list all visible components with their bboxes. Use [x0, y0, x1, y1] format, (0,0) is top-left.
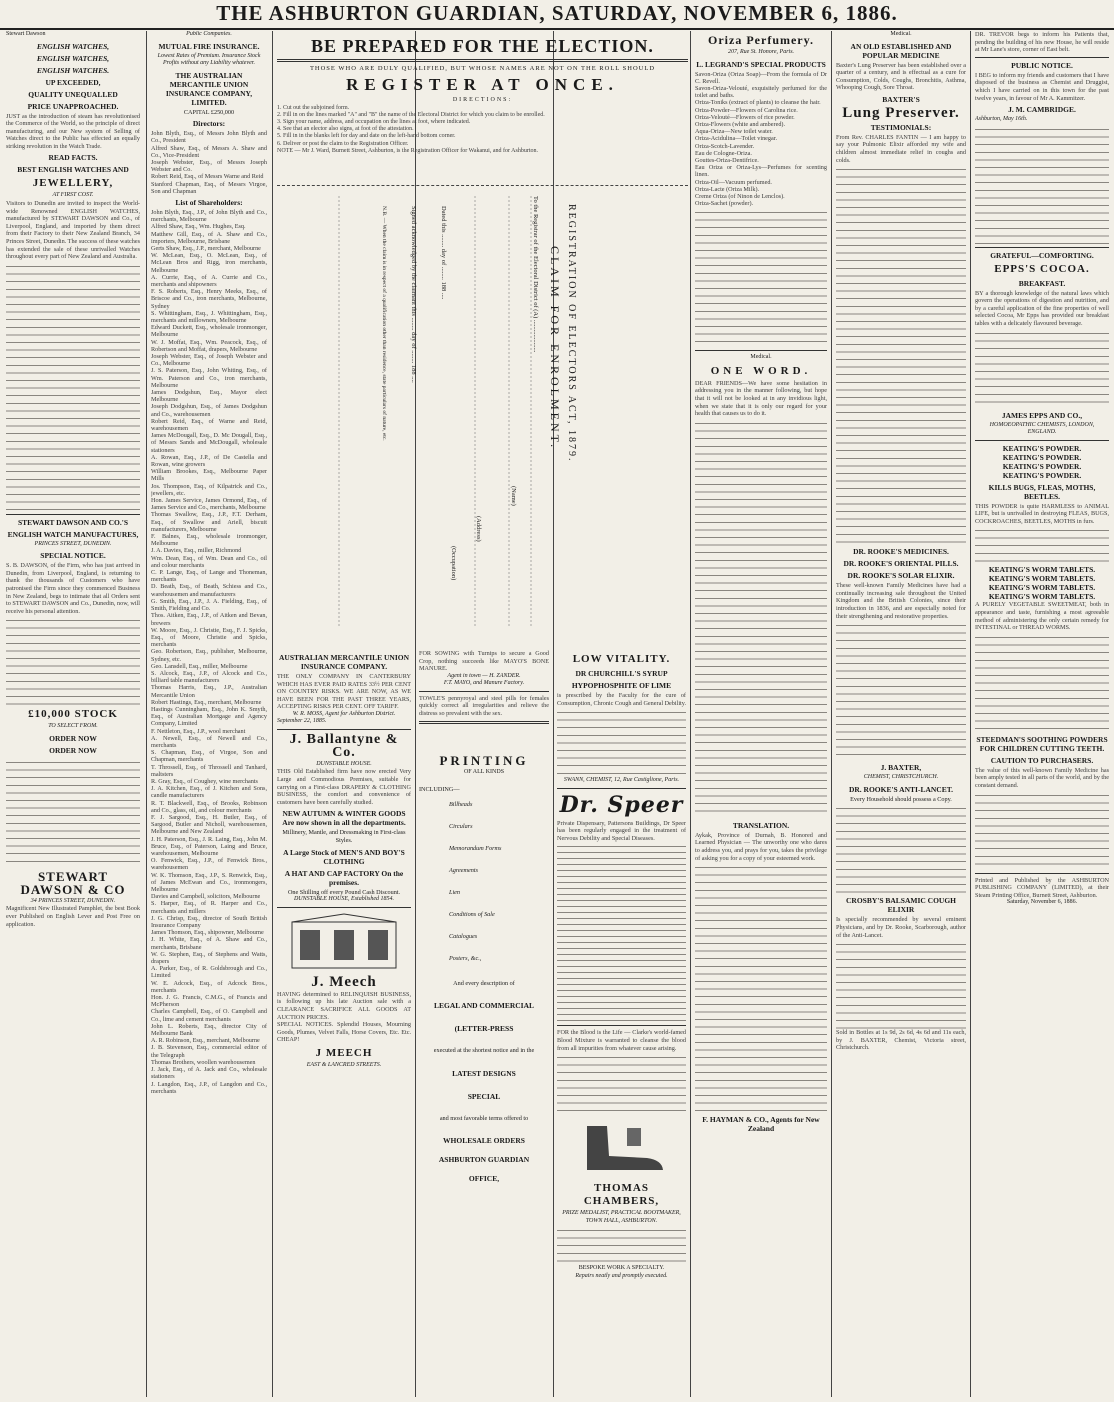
list-item: F. Balnes, Esq., wholesale ironmonger, Melbourne [151, 533, 267, 548]
tablets-3: KEATING'S WORM TABLETS. [988, 583, 1096, 593]
every-description: And every description of [453, 979, 515, 987]
list-item: Edward Duckett, Esq., wholesale ironmonger, Melbourne [151, 324, 267, 339]
tablets-1: KEATING'S WORM TABLETS. [988, 565, 1096, 575]
oriza-footer: F. HAYMAN & CO., Agents for New Zealand [702, 1115, 820, 1134]
form-lines [277, 186, 688, 644]
list-item: D. Beath, Esq., of Beath, Schiess and Co., warehousemen and manufacturers [151, 583, 267, 598]
towle-text: TOWLE'S pennyroyal and steel pills for females quickly correct all irregularities and relieve the distress so prevalent with the sex. [419, 694, 549, 717]
column-printing [419, 650, 549, 1395]
list-item: Wm. Dean, Esq., of Wm. Dean and Co., oil and colour merchants [151, 554, 267, 569]
keating-4: KEATING'S POWDER. [1002, 470, 1082, 480]
swann-name: SWANN, CHEMIST, 12, Rue Castiglione, Paris. [563, 777, 680, 784]
form-dated: Dated this ........ day of ........ 188 .... [440, 206, 447, 300]
meech-items: SPECIAL NOTICES. Splendid Houses, Mourning Goods, Plumes, Velvet Falls, Horse Covers, Etc. Etc. CHEAP! [277, 1021, 411, 1044]
list-item: Hon. James Service, James Ormond, Esq., of James Service and Co., merchants, Melbourne [151, 497, 267, 512]
kills-continued [975, 525, 1109, 565]
agent-name: W. R. MOSS, Agent for Ashburton District. [292, 710, 396, 717]
keating-3: KEATING'S POWDER. [1002, 461, 1082, 471]
shareholders-list [151, 209, 267, 1095]
testimonial-continued [836, 164, 966, 544]
latest-designs: LATEST DESIGNS [452, 1068, 516, 1078]
list-item: Oriza-Acidulina—Toilet vinegar. [695, 135, 778, 143]
rooke-pills: DR. ROOKE'S ORIENTAL PILLS. [843, 559, 959, 569]
medical-title: Medical. [890, 31, 912, 37]
one-word-heading: ONE WORD. [710, 364, 812, 377]
list-item: J. A. Davies, Esq., miller, Richmond [151, 547, 242, 555]
list-item: Oriza-Oil—Vacuum perfumed. [695, 178, 772, 186]
rooke-medicines: DR. ROOKE'S MEDICINES. [853, 547, 949, 557]
chambers-body [557, 1225, 686, 1265]
discount-line: One Shilling off every Pound Cash Discount. [287, 888, 401, 896]
directions-list [277, 105, 688, 155]
form-to-registrar: To the Registrar of the Electoral District of (A) .................... [532, 196, 539, 353]
list-item: 3. Sign your name, address, and occupation on the lines at foot, where indicated. [277, 118, 471, 125]
au-company: THE AUSTRALIAN MERCANTILE UNION INSURANCE COMPANY, LIMITED. [165, 70, 253, 107]
list-item: W. Moore, Esq., J. Christie, Esq., F. J. Spicks, Esq., of Moore, Christie and Spicks, merchants [151, 626, 267, 649]
baxter-heading: AN OLD ESTABLISHED AND POPULAR MEDICINE [850, 41, 952, 60]
list-item: S. Alcock, Esq., J.P., of Alcock and Co., billiard table manufacturers [151, 669, 267, 685]
keating-1: KEATING'S POWDER. [1002, 443, 1082, 453]
list-item: Joseph Webster, Esq., of Joseph Webster and Co., Melbourne [151, 352, 267, 368]
oriza-sub: L. LEGRAND'S SPECIAL PRODUCTS [696, 59, 826, 69]
epps-footer-sub: HOMOEOPATHIC CHEMISTS, LONDON, ENGLAND. [989, 421, 1095, 436]
list-item: A. R. Robinson, Esq., merchant, Melbourne [151, 1037, 260, 1045]
list-item: R. T. Blackwell, Esq., of Brooks, Robinson and Co., glass, oil, and colour merchants [151, 799, 267, 814]
vitality-heading: LOW VITALITY. [572, 653, 671, 665]
list-item: Robert Reid, Esq., of Warne and Reid, warehousemen [151, 417, 267, 433]
order-body [6, 757, 140, 867]
column-rule [831, 31, 832, 1397]
anti-lancet-body: Every Household should possess a Copy. [850, 795, 952, 803]
list-item: W. J. Moffat, Esq., Wm. Peacock, Esq., of Robertson and Moffat, drapers, Melbourne [151, 338, 267, 353]
list-item: Memorandum Forms [449, 844, 502, 852]
list-item: 1. Cut out the subjoined form. [277, 104, 350, 111]
form-name: (Name) [510, 486, 517, 506]
list-item: Oriza-Velouté—Flowers of rice powder. [695, 113, 795, 121]
list-item: Thomas Swallow, Esq., J.P., F.T. Derham, Esq., of Swallow and Ariell, biscuit manufacturers, Melbourne [151, 511, 267, 533]
list-item: T. Throssell, Esq., of Throssell and Tanhard, maltsters [151, 763, 267, 778]
steedman-title: STEEDMAN'S SOOTHING POWDERS FOR CHILDREN CUTTING TEETH. [976, 734, 1108, 753]
best-watches: BEST ENGLISH WATCHES AND [17, 165, 129, 175]
crosby-body: Is specially recommended by several eminent Physicians, and by Dr. Rooke, Scarborough, author of the Anti-Lancet. [836, 916, 966, 939]
public-notice: PUBLIC NOTICE. [1011, 60, 1073, 70]
list-item: Agreements [449, 866, 478, 874]
sowing-agent: Agent in town — H. ZANDER. [447, 672, 521, 679]
office-label: OFFICE, [468, 1174, 500, 1184]
heading-2: ENGLISH WATCHES, [36, 53, 110, 63]
oriza-items [695, 71, 827, 208]
list-item: Aqua-Oriza—New toilet water. [695, 128, 773, 136]
list-item: Jos. Thompson, Esq., of Kilpatrick and Co., jewellers, etc. [151, 482, 267, 497]
repairs-line: Repairs neatly and promptly executed. [575, 1272, 668, 1279]
list-item: Geo. Robertson, Esq., publisher, Melbourne, Sydney, etc. [151, 648, 267, 663]
public-notice-body: I BEG to inform my friends and customers that I have disposed of the business as Chemist and Druggist, which I have carried on in this town for the past twelve years, in favour of Mr A. Kammitzer. [975, 71, 1109, 102]
form-address: (Address) [475, 516, 482, 542]
oriza-title: Oriza Perfumery. [708, 33, 814, 47]
body-text-continued [6, 261, 140, 511]
list-item: C. P. Lange, Esq., of Lange and Thoneman, merchants [151, 569, 267, 584]
epps-footer: JAMES EPPS AND CO., [1001, 410, 1083, 420]
rooke-continued [836, 620, 966, 760]
stock-sub: TO SELECT FROM. [48, 723, 98, 730]
list-item: Robert Reid, Esq., of Messrs Warne and Reid [151, 173, 264, 181]
directions-label: DIRECTIONS: [452, 97, 513, 103]
list-item: Creme Oriza (of Ninon de Lenclos). [695, 192, 785, 200]
list-item: Hon. J. G. Francis, C.M.G., of Francis and McPherson [151, 994, 267, 1009]
special-notice: SPECIAL NOTICE. [40, 551, 106, 561]
list-item: Oriza-Toniks (extract of plants) to cleanse the hair. [695, 99, 821, 107]
boot-engraving [567, 1116, 677, 1178]
agent-date: September 22, 1885. [277, 718, 327, 725]
terms-line: and most favorable terms offered to [439, 1114, 529, 1122]
list-item: W. E. Adcock, Esq., of Adcock Bros., merchants [151, 979, 267, 994]
lung-title: Lung Preserver. [842, 104, 960, 121]
claim-form [277, 185, 688, 644]
list-item: J. Jack, Esq., of A. Jack and Co., wholesale stationers [151, 1066, 267, 1081]
epps-continued [975, 328, 1109, 408]
chambers-name: THOMAS CHAMBERS, [583, 1182, 660, 1208]
blood-text: FOR the Blood is the Life — Clarke's world-famed Blood Mixture is warranted to cleanse the blood from all impurities from whatever cause arising. [557, 1029, 686, 1052]
ballantyne-sub: DUNSTABLE HOUSE. [316, 760, 372, 767]
imprint: Printed and Published by the ASHBURTON PUBLISHING COMPANY (LIMITED), at their Steam Printing Office, Burnett Street, Ashburton. [975, 876, 1109, 899]
caution-body: The value of this well-known Family Medicine has been amply tested in all parts of the world, and by the constant demand. [975, 766, 1109, 789]
company-name: MUTUAL FIRE INSURANCE. [158, 41, 260, 51]
list-item: 6. Deliver or post the claim to the Registration Officer. [277, 140, 409, 147]
list-item: S. Whittingham, Esq., J. Whittingham, Esq., merchants and millowners, Melbourne [151, 309, 267, 324]
medical-label: Medical. [750, 354, 772, 361]
translation-heading: TRANSLATION. [732, 820, 790, 830]
meech-body: HAVING determined to RELINQUISH BUSINESS, is following up his late Auction sale with a CLEARANCE SACRIFICE ALL GOODS AT AUCTION PRICES. [277, 990, 411, 1021]
list-item: Circulars [449, 822, 473, 830]
tagline-2: QUALITY UNEQUALLED [28, 89, 118, 99]
list-item: W. McLean, Esq., O. McLean, Esq., of McLean Bros and Rigg, iron merchants, Melbourne [151, 252, 267, 274]
season-goods: NEW AUTUMN & WINTER GOODS Are now shown in all the departments. [282, 809, 406, 828]
list-item: John Blyth, Esq., of Messrs John Blyth and Co., President [151, 130, 267, 145]
election-intro: THOSE WHO ARE DULY QUALIFIED, BUT WHOSE NAMES ARE NOT ON THE ROLL SHOULD [309, 65, 656, 72]
column-notices [975, 31, 1109, 1397]
list-item: Savon-Oriza (Oriza Soap)—From the formula of Dr C. Revell. [695, 70, 827, 85]
one-word-body: DEAR FRIENDS—We have some hesitation in addressing you in the manner following, but hope that it will not be looked at in any invidious light, when we state that it is only our regard for your health that causes us to do it. [695, 379, 827, 418]
company-name: AUSTRALIAN MERCANTILE UNION INSURANCE COMPANY. [278, 653, 410, 671]
column-public-companies [151, 31, 267, 1397]
capital [151, 109, 267, 117]
tablets-continued [975, 632, 1109, 732]
legal-commercial: LEGAL AND COMMERCIAL [433, 1001, 534, 1011]
list-item: G. Smith, Esq., J.P., J. A. Fielding, Esq., of Smith, Fielding and Co. [151, 597, 267, 613]
column-rule [272, 31, 273, 1397]
epps-title: EPPS'S COCOA. [994, 262, 1090, 275]
caution-continued [975, 790, 1109, 870]
first-cost: AT FIRST COST. [52, 192, 94, 199]
election-title: BE PREPARED FOR THE ELECTION. [311, 36, 654, 56]
list-item: W. K. Thomson, Esq., J.P., S. Renwick, Esq., of James McEwan and Co., ironmongers, Melbourne [151, 871, 267, 894]
column-rule [146, 31, 147, 1397]
jewellery-heading: JEWELLERY, [32, 177, 114, 190]
speer-signature: Dr. Speer [559, 791, 684, 818]
register-heading: REGISTER AT ONCE. [346, 75, 619, 94]
list-item: J. B. Stevenson, Esq., commercial editor of the Telegraph [151, 1044, 267, 1059]
kills-bugs: KILLS BUGS, FLEAS, MOTHS, BEETLES. [988, 482, 1096, 501]
testimonial-body: From Rev. CHARLES FANTIN — I am happy to say your Pulmonic Elixir afforded my wife and children almost immediate relief in coughs and colds. [836, 133, 966, 164]
baxter-chemist-sub: CHEMIST, CHRISTCHURCH. [863, 774, 939, 781]
special-notice-body: S. B. DAWSON, of the Firm, who has just arrived in Dunedin, from Liverpool, England, is returning to thank the thousands of Customers who have patronised the Firm since they commenced Business in New Zealand, begs to intimate that all Orders sent to STEWART DAWSON and Co., Dunedin, now, will receive his personal attention. [6, 562, 140, 615]
clothing-stock: A Large Stock of MEN'S AND BOY'S CLOTHING [283, 847, 405, 866]
guardian-name: ASHBURTON GUARDIAN [438, 1155, 530, 1165]
printing-items [449, 794, 549, 970]
rooke-elixir: DR. ROOKE'S SOLAR ELIXIR. [847, 571, 955, 581]
advertiser-label: Stewart Dawson [6, 31, 46, 37]
epps-body: BY a thorough knowledge of the natural laws which govern the operations of digestion and nutrition, and by a careful application of the fine properties of well selected Cocoa, Mr Epps has provided our breakfast tables with a delicately flavoured beverage. [975, 289, 1109, 328]
shareholders-label: List of Shareholders: [175, 197, 243, 207]
keating-2: KEATING'S POWDER. [1002, 452, 1082, 462]
list-item: S. Harper, Esq., of R. Harper and Co., merchants and millers [151, 900, 267, 915]
firm-sub: ENGLISH WATCH MANUFACTURES, [7, 529, 139, 539]
footer-firm: STEWART DAWSON & CO [20, 868, 126, 897]
list-item: Robert Hastings, Esq., merchant, Melbourne [151, 698, 262, 706]
list-item: A. Rowan, Esq., J.P., of De Castella and Rowan, wine growers [151, 453, 267, 469]
column-medical [836, 31, 966, 1397]
heading-1: ENGLISH WATCHES, [36, 41, 110, 51]
firm-name: STEWART DAWSON AND CO.'S [17, 517, 129, 527]
list-item: James Dodgshun, Esq., Mayor elect Melbourne [151, 389, 267, 404]
masthead [0, 0, 1114, 30]
list-item: A. Newell, Esq., of Newell and Co., merchants [151, 734, 267, 749]
list-item: Alfred Shaw, Esq., of Messrs A. Shaw and Co., Vice-President [151, 144, 267, 159]
column-rule [970, 31, 971, 1397]
list-item: Savon-Oriza-Velouté, exquisitely perfumed for the toilet and baths. [695, 84, 827, 100]
hypo-body: is prescribed by the Faculty for the cure of Consumption, Chronic Cough and General Debility. [557, 692, 686, 707]
list-item: Billheads [449, 800, 473, 808]
printing-heading: PRINTING [439, 752, 529, 768]
list-item: 5. Fill in in the blanks left for day and date on the left-hand bottom corner. [277, 133, 456, 140]
translation-continued [695, 862, 827, 1112]
meech-footer-sub: EAST & LANCRED STREETS. [306, 1061, 382, 1068]
lung-label: BAXTER'S [882, 94, 920, 104]
list-item: Oriza-Flowers (white and ambered). [695, 120, 786, 128]
form-occupation: (Occupation) [450, 546, 457, 581]
list-item: F. S. Roberts, Esq., Henry Meeks, Esq., of Briscoe and Co., iron merchants, Melbourne, Sydney [151, 288, 267, 310]
list-item: R. Gray, Esq., of Coughey, wine merchants [151, 777, 258, 785]
list-item: Eau de Cologne-Oriza. [695, 149, 752, 157]
tablets-body: A PURELY VEGETABLE SWEETMEAT, both in appearance and taste, furnishing a most agreeable method of administering the only certain remedy for INTESTINAL or THREAD WORMS. [975, 601, 1109, 632]
list-item: John L. Roberts, Esq., director City of Melbourne Bank [151, 1022, 267, 1038]
anti-lancet-continued [836, 803, 966, 893]
list-item: Joseph Dodgshun, Esq., of James Dodgshun and Co., warehousemen [151, 403, 267, 418]
masthead-title: THE ASHBURTON GUARDIAN, SATURDAY, NOVEMBER 6, 1886. [216, 1, 898, 25]
dunstable-address: DUNSTABLE HOUSE, Established 1854. [293, 896, 395, 903]
list-item: F. J. Sargood, Esq., H. Butler, Esq., of Sargood, Butler and Nicholl, warehousemen, Melbourne and New Zealand [151, 813, 267, 836]
grateful: GRATEFUL—COMFORTING. [990, 250, 1094, 260]
ballantyne-title: J. Ballantyne & Co. [289, 731, 399, 760]
list-item: Thomas Harris, Esq., J.P., Australian Mercantile Union [151, 684, 267, 699]
list-item: Eau Oriza or Oriza-Lys—Perfumes for scenting linen. [695, 164, 827, 179]
column-oriza [695, 31, 827, 1397]
executed-line: executed at the shortest notice and in the [433, 1047, 535, 1055]
rooke-body: These well-known Family Medicines have had a continually increasing sale throughout the United Kingdom and the British Colonies, since their introduction in 1836, and are especially noted for their strengthening and restorative properties. [836, 582, 966, 620]
intro-text: JUST as the introduction of steam has revolutionised the Commerce of the World, so the principle of direct manufacturing, and our New system of Selling of Watches direct to the Public has effected an equally striking revolution in the Watch Trade. [6, 112, 140, 150]
oriza-address: 207, Rue St. Honore, Paris. [727, 49, 795, 55]
capital-label: CAPITAL [183, 108, 210, 116]
caution: CAUTION TO PURCHASERS. [990, 755, 1094, 765]
list-item: O. Fenwick, Esq., J.P., of Fenwick Bros., warehousemen [151, 857, 267, 872]
breakfast: BREAKFAST. [1018, 278, 1066, 288]
special-body-continued [6, 615, 140, 705]
form-signed: Signed acknowledged by the claimant this ........ day of ........ 188 .... [410, 206, 417, 383]
hypo-body-continued [557, 707, 686, 777]
speer-body-continued [557, 842, 686, 1022]
list-item: W. G. Stephen, Esq., of Stephens and Watts, drapers [151, 950, 267, 966]
list-item: Hastings Cunningham, Esq., John K. Smyth, Esq., of Australian Mortgage and Agency Company, Limited [151, 705, 267, 728]
directors-list [151, 130, 267, 195]
list-item: Gouttes-Oriza-Dentifrice. [695, 156, 759, 164]
list-item: Oriza-Scotch-Lavender. [695, 142, 755, 150]
imprint-date: Saturday, November 6, 1886. [1006, 899, 1078, 906]
body-text: Visitors to Dunedin are invited to inspect the World-wide Renowned ENGLISH WATCHES, manufactured by STEWART DAWSON and Co., of Liverpool, England, and imported by them direct from their Factory to their New Zealand Branch, 34 Princes Street, Dunedin. The success of these watches has extended the sale of these unrivalled Watches throughout every part of New Zealand and Australia. [6, 199, 140, 261]
election-ad [277, 33, 688, 645]
list-item: Catalogues [449, 932, 478, 940]
column-stewart-dawson [6, 31, 140, 1397]
section-title: Public Companies. [186, 31, 232, 37]
read-facts: READ FACTS. [48, 153, 98, 163]
list-item: Charles Campbell, Esq., of O. Campbell and Co., lime and cement merchants [151, 1008, 267, 1023]
footer-note: Magnificent New Illustrated Pamphlet, the best Book ever Published on English Lever and Post Free on application. [6, 905, 140, 928]
column-ballantyne [277, 650, 411, 1395]
crosby-heading: CROSBY'S BALSAMIC COUGH ELIXIR [845, 896, 957, 915]
list-item: A. Parker, Esq., of R. Goldsbrough and Co., Limited [151, 965, 267, 980]
cambridge-name: J. M. CAMBRIDGE. [1008, 105, 1076, 115]
notice-continued [975, 124, 1109, 244]
blood-continued [557, 1052, 686, 1112]
list-item: J. H. White, Esq., of A. Shaw and Co., merchants, Brisbane [151, 936, 267, 951]
letterpress: (LETTER-PRESS [454, 1024, 514, 1034]
list-item: Alfred Shaw, Esq., Wm. Hughes, Esq. [151, 223, 246, 231]
list-item: A. Currie, Esq., of A. Currie and Co., merchants and shipowners [151, 273, 267, 288]
tablets-4: KEATING'S WORM TABLETS. [988, 592, 1096, 602]
list-item: Davies and Campbell, solicitors, Melbourne [151, 893, 261, 901]
list-item: J. H. Paterson, Esq., J. R. Laing, Esq., John M. Bruce, Esq., of Paterson, Laing and Bruce, warehousemen, Melbourne [151, 835, 267, 857]
directors-label: Directors: [192, 119, 226, 129]
form-claim-title: CLAIM FOR ENROLMENT. [548, 246, 562, 451]
crosby-footer: Sold in Bottles at 1s 9d, 2s 6d, 4s 6d and 11s each, by J. BAXTER, Chemist, Victoria street, Christchurch. [836, 1029, 966, 1052]
oriza-continued [695, 207, 827, 347]
crosby-continued [836, 939, 966, 1029]
including-label: INCLUDING— [419, 786, 460, 794]
chambers-sub: PRIZE MEDALIST, PRACTICAL BOOTMAKER, TOWN HALL, ASHBURTON. [562, 1210, 681, 1224]
list-item: 4. See that an elector also signs, at foot of the attestation. [277, 126, 414, 133]
printing-sub: OF ALL KINDS [463, 768, 505, 775]
company-sub: Lowest Rates of Premium. Insurance Stock Profits without any Liability whatever. [157, 52, 261, 66]
form-nb: N.B. — When the claim is in respect of a qualification other than residence, state particulars of nature, etc. [381, 206, 387, 441]
list-item: S. Chapman, Esq., of Virgoe, Son and Chapman, merchants [151, 749, 267, 764]
list-item: J. A. Kitchen, Esq., of J. Kitchen and Sons, candle manufacturers [151, 785, 267, 800]
hypophosphite: HYPOPHOSPHITE OF LIME [571, 681, 672, 690]
list-item: Oriza-Sachet (powder). [695, 200, 754, 208]
translation-body: Aykak, Province of Durnah, B. Honored and Learned Physician — The unworthy one who dares to address you, and prays for you, takes the privilege of asking you for a copy of your esteemed work. [695, 831, 827, 862]
bespoke-work: BESPOKE WORK A SPECIALTY. [578, 1265, 665, 1272]
list-item: 2. Fill in on the lines marked "A" and "B" the name of the Electoral District for which you claim to be enrolled. [277, 111, 545, 118]
list-item: Thos. Aitken, Esq., J.P., of Aitken and Bevan, brewers [151, 612, 267, 627]
list-item: Conditions of Sale [449, 910, 495, 918]
list-item: J. Langdon, Esq., J.P., of Langdon and Co., merchants [151, 1080, 267, 1095]
trevor-notice: DR. TREVOR begs to inform his Patients that, pending the building of his new House, he will reside at Mr Lane's store, corner of East belt. [975, 31, 1109, 54]
list-item: Geo. Lansdell, Esq., miller, Melbourne [151, 662, 248, 670]
column-rule [690, 31, 691, 1397]
company-body: THE ONLY COMPANY IN CANTERBURY WHICH HAS EVER PAID RATES 33½ PER CENT ON COUNTRY RISKS. WE ARE NOW, AS WE HAVE BEEN FOR THE PAST THREE YEARS, ACCEPTING RISKS PER CENT. OFF TARIFF. [277, 673, 411, 711]
meech-title: J. Meech [311, 973, 377, 990]
ballantyne-body: THIS Old Established firm have now erected Very Large and Commodious Premises, suitable for carrying on a First-class DRAPERY & CLOTHING BUSINESS, the comfort and convenience of customers have been carefully studied. [277, 768, 411, 806]
list-item: John Blyth, Esq., J.P., of John Blyth and Co., merchants, Melbourne [151, 208, 267, 224]
kills-body: THIS POWDER is quite HARMLESS to ANIMAL LIFE, but is unrivalled in destroying FLEAS, BUGS, COCKROACHES, BEETLES, MOTHS in furs. [975, 502, 1109, 525]
list-item: F. Nettleton, Esq., J.P., wool merchant [151, 727, 246, 735]
list-item: Oriza-Powder—Flowers of Carolina rice. [695, 106, 798, 114]
list-item: Posters, &c., [449, 954, 482, 962]
speer-body: Private Dispensary, Pattersons Buildings, Dr Speer has been regularly engaged in the treatment of Nervous Debility and Special Diseases. [557, 819, 686, 842]
list-item: William Brookes, Esq., Melbourne Paper Mills [151, 468, 267, 483]
anti-lancet: DR. ROOKE'S ANTI-LANCET. [848, 784, 954, 794]
list-item: Gerts Shaw, Esq., J.P., merchant, Melbourne [151, 244, 261, 252]
heading-3: ENGLISH WATCHES. [36, 65, 110, 75]
baxter-body: Baxter's Lung Preserver has been established over a quarter of a century, and is effectual as a cure for Consumption, Colds, Coughs, Bronchitis, Asthma, Whooping Cough, Sore Throat. [836, 61, 966, 92]
mayo-name: F.T. MAYO, and Manure Factory. [443, 680, 525, 687]
list-item: James McDougall, Esq., D. Mc Dougall, Esq., of Messrs Sands and McDougall, wholesale stationers [151, 432, 267, 454]
stock-amount: £10,000 STOCK [28, 708, 118, 721]
list-item: Matthew Gill, Esq., of A. Shaw and Co., importers, Melbourne, Brisbane [151, 230, 267, 245]
testimonials-label: TESTIMONIALS: [870, 122, 932, 132]
baxter-chemist: J. BAXTER, [880, 763, 922, 773]
list-item: Lien [449, 888, 461, 896]
form-act-title: REGISTRATION OF ELECTORS ACT, 1879. [566, 204, 577, 463]
tagline-1: UP EXCEEDED, [45, 77, 101, 87]
millinery: Millinery, Mantle, and Dressmaking in First-class Styles. [282, 829, 406, 845]
one-word-continued [695, 418, 827, 818]
order-now-1: ORDER NOW [49, 733, 97, 743]
list-item: Stanford Chapman, Esq., of Messrs Virgoe, Son and Chapman [151, 180, 267, 195]
list-item: NOTE — Mr J. Ward, Burnett Street, Ashburton, is the Registration Officer for Wakanui, and for Ashburton. [277, 147, 538, 154]
wholesale-orders: WHOLESALE ORDERS [443, 1136, 525, 1146]
list-item: J. S. Paterson, Esq., John Whiting, Esq., of Wm. Paterson and Co., iron merchants, Melbourne [151, 367, 267, 389]
tablets-2: KEATING'S WORM TABLETS. [988, 574, 1096, 584]
meech-footer: J MEECH [315, 1046, 373, 1059]
list-item: Thomas Brothers, woollen warehousemen [151, 1058, 256, 1066]
list-item: Oriza-Lacte (Oriza Milk). [695, 185, 760, 193]
list-item: James Thomson, Esq., shipowner, Melbourne [151, 929, 264, 937]
shop-engraving [284, 912, 404, 972]
hat-factory: A HAT AND CAP FACTORY On the premises. [284, 868, 404, 887]
footer-address: 34 PRINCES STREET, DUNEDIN. [30, 897, 116, 904]
dr-churchill: DR CHURCHILL'S SYRUP [575, 669, 668, 678]
list-item: Joseph Webster, Esq., of Messrs Joseph Webster and Co. [151, 158, 267, 174]
special: SPECIAL [467, 1091, 501, 1101]
capital-value: £250,000 [210, 108, 235, 116]
order-now-2: ORDER NOW [49, 745, 97, 755]
firm-address: PRINCES STREET, DUNEDIN. [34, 540, 112, 547]
sowing-text: FOR SOWING with Turnips to secure a Good Crop, nothing succeeds like MAYO'S BONE MANURE. [419, 650, 549, 673]
list-item: J. G. Chrisp, Esq., director of South British Insurance Company [151, 914, 267, 930]
column-low-vitality [557, 650, 686, 1395]
tagline-3: PRICE UNAPPROACHED. [27, 101, 119, 111]
cambridge-date: Ashburton, May 16th. [975, 116, 1028, 123]
